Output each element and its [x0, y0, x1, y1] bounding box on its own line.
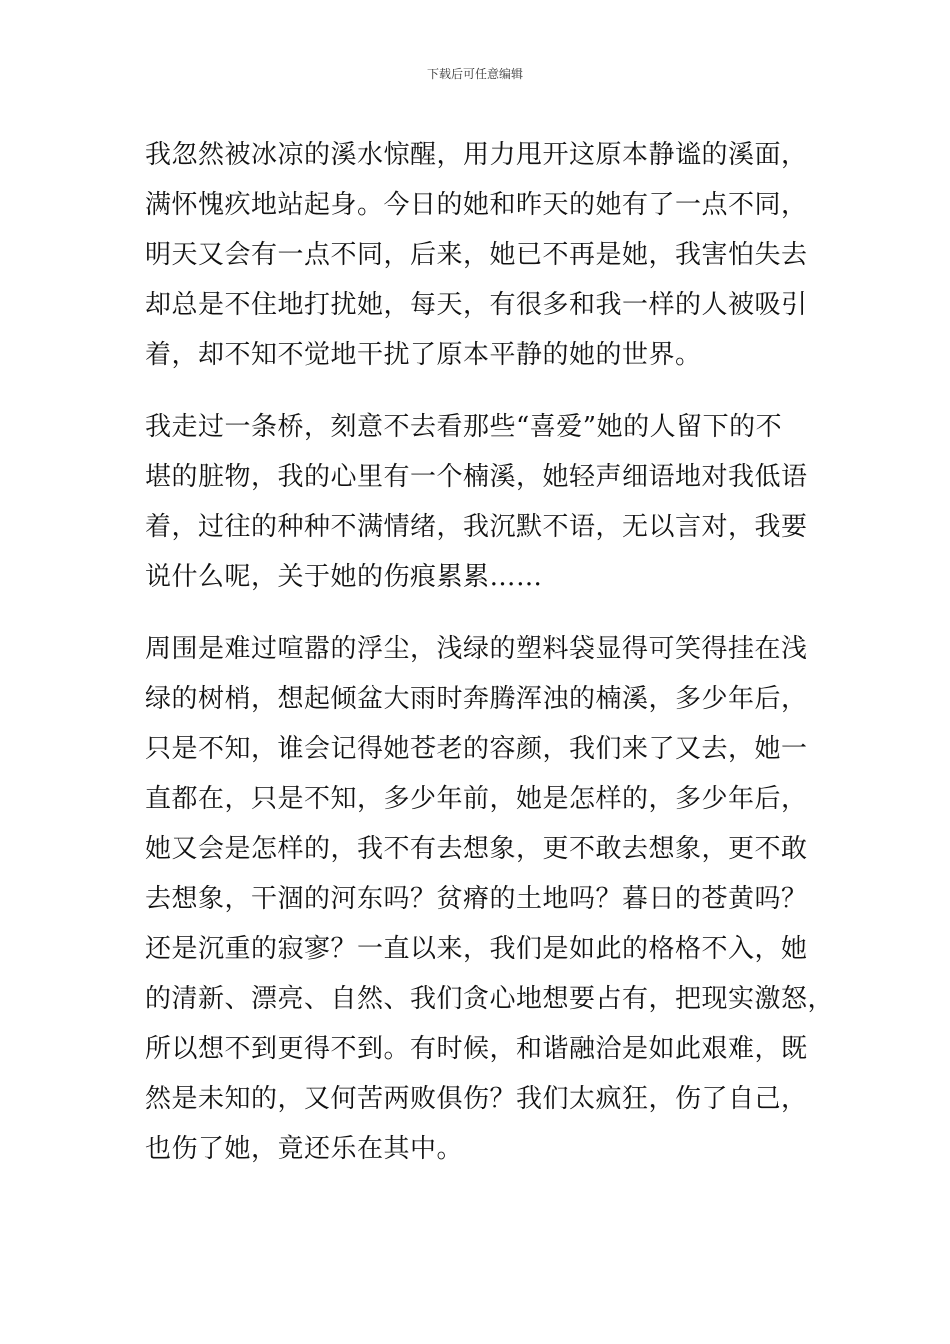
document-body	[145, 130, 835, 1196]
text-line: 着，却不知不觉地干扰了原本平静的她的世界。	[145, 340, 702, 370]
text-line: 然是未知的，又何苦两败俱伤？我们太疯狂，伤了自己，	[145, 1084, 808, 1114]
text-line: 明天又会有一点不同，后来，她已不再是她，我害怕失去	[145, 240, 808, 270]
page-header: 下载后可任意编辑	[426, 67, 523, 81]
paragraph-1	[145, 130, 808, 380]
text-line: 堪的脏物，我的心里有一个楠溪，她轻声细语地对我低语	[145, 462, 808, 492]
text-line: 周围是难过喧嚣的浮尘，浅绿的塑料袋显得可笑得挂在浅	[145, 634, 808, 664]
text-line: 着，过往的种种不满情绪，我沉默不语，无以言对，我要	[145, 512, 808, 542]
text-line: 还是沉重的寂寥？一直以来，我们是如此的格格不入，她	[145, 934, 808, 964]
text-line: 满怀愧疚地站起身。今日的她和昨天的她有了一点不同，	[145, 190, 808, 220]
text-line: 却总是不住地打扰她，每天，有很多和我一样的人被吸引	[145, 290, 808, 320]
paragraph-2	[145, 402, 808, 602]
paragraph-3	[145, 624, 835, 1174]
text-line: 我忽然被冰凉的溪水惊醒，用力甩开这原本静谧的溪面，	[145, 140, 808, 170]
text-line: 直都在，只是不知，多少年前，她是怎样的，多少年后，	[145, 784, 808, 814]
text-line: 的清新、漂亮、自然、我们贪心地想要占有，把现实激怒，	[145, 984, 835, 1014]
text-line: 我走过一条桥，刻意不去看那些“喜爱”她的人留下的不	[145, 412, 783, 442]
text-line: 只是不知，谁会记得她苍老的容颜，我们来了又去，她一	[145, 734, 808, 764]
text-line: 她又会是怎样的，我不有去想象，更不敢去想象，更不敢	[145, 834, 808, 864]
text-line: 绿的树梢，想起倾盆大雨时奔腾浑浊的楠溪，多少年后，	[145, 684, 808, 714]
text-line: 也伤了她，竟还乐在其中。	[145, 1134, 464, 1164]
text-line: 所以想不到更得不到。有时候，和谐融洽是如此艰难，既	[145, 1034, 808, 1064]
text-line: 去想象，干涸的河东吗？贫瘠的土地吗？暮日的苍黄吗？	[145, 884, 808, 914]
text-line: 说什么呢，关于她的伤痕累累……	[145, 562, 543, 592]
